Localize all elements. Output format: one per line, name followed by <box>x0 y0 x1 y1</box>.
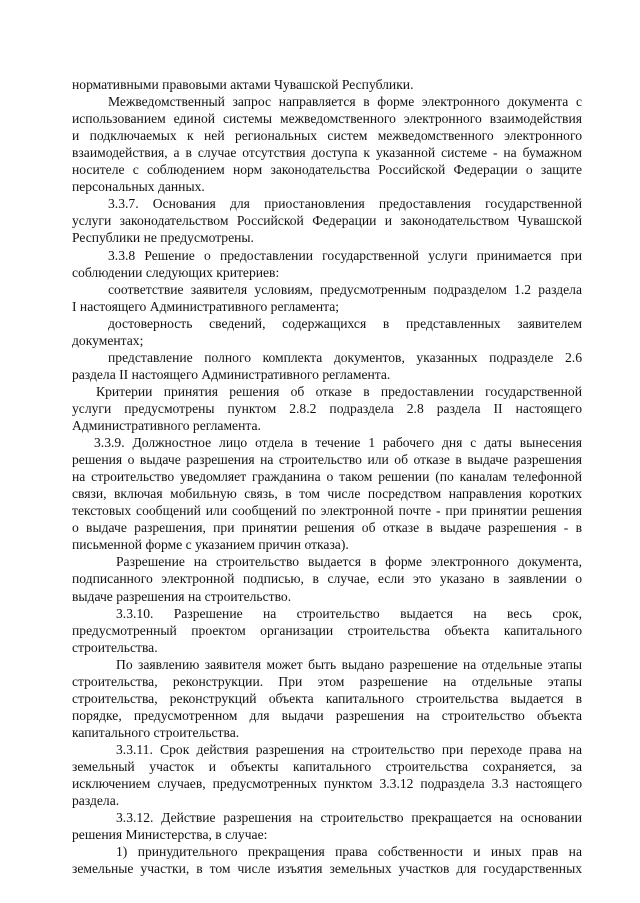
text-line: строительства. <box>72 639 158 655</box>
text-line: 1) принудительного прекращения права собственности и иных прав на <box>116 844 582 860</box>
text-line: порядке, предусмотренном для выдачи разрешения на строительство объекта <box>72 707 582 723</box>
text-line: 3.3.9. Должностное лицо отдела в течение 1 рабочего дня с даты вынесения <box>94 435 582 451</box>
text-line: Критерии принятия решения об отказе в предоставлении государственной <box>96 383 582 399</box>
text-line: о выдаче разрешения, при принятии решения об отказе в выдаче разрешения - в <box>72 520 582 536</box>
text-line: текстовых сообщений или сообщений по электронной почте - при принятии решения <box>72 503 582 519</box>
text-line: 3.3.8 Решение о предоставлении государственной услуги принимается при <box>108 247 582 263</box>
text-line: использованием единой системы межведомственного электронного взаимодействия <box>72 111 582 127</box>
text-line: соответствие заявителя условиям, предусмотренным подразделом 1.2 раздела <box>108 281 582 297</box>
text-line: I настоящего Административного регламента; <box>72 298 340 314</box>
text-line: Административного регламента. <box>72 418 261 433</box>
text-line: письменной форме с указанием причин отказа). <box>72 537 349 553</box>
text-line: решения Министерства, в случае: <box>72 827 268 843</box>
text-line: связи, включая мобильную связь, в том числе посредством направления коротких <box>72 486 582 502</box>
text-line: раздела. <box>72 793 120 809</box>
text-line: строительства, реконструкций объекта капитального строительства выдается в <box>72 690 582 706</box>
text-line: на строительство уведомляет гражданина о таком решении (по каналам телефонной <box>72 469 582 485</box>
text-line: Разрешение на строительство выдается в форме электронного документа, <box>116 554 582 570</box>
text-line: строительства, реконструкции. При этом разрешение на отдельные этапы <box>72 673 582 689</box>
text-line: персональных данных. <box>72 179 205 195</box>
text-line: 3.3.12. Действие разрешения на строительство прекращается на основании <box>116 810 582 826</box>
text-line: земельный участок и объекты капитального строительства сохраняется, за <box>72 759 582 774</box>
text-line: решения о выдаче разрешения на строительство или об отказе в выдаче разрешения <box>72 452 582 468</box>
text-line: нормативными правовыми актами Чувашской Республики. <box>72 77 414 92</box>
text-line: и подключаемых к ней региональных систем межведомственного электронного <box>72 128 582 144</box>
text-line: По заявлению заявителя может быть выдано разрешение на отдельные этапы <box>116 656 582 672</box>
text-line: услуги предусмотрены пунктом 2.8.2 подраздела 2.8 раздела II настоящего <box>72 400 582 416</box>
text-line: Межведомственный запрос направляется в форме электронного документа с <box>108 94 582 110</box>
text-line: исключением случаев, предусмотренных пунктом 3.3.12 подраздела 3.3 настоящего <box>72 776 582 792</box>
text-line: выдаче разрешения на строительство. <box>72 588 292 604</box>
text-line: соблюдении следующих критериев: <box>72 264 280 280</box>
text-line: документах; <box>72 332 144 348</box>
text-line: представление полного комплекта документов, указанных подразделе 2.6 <box>108 349 582 365</box>
text-line: услуги законодательством Российской Федерации и законодательством Чувашской <box>72 213 582 229</box>
text-line: предусмотренный проектом организации строительства объекта капитального <box>72 622 582 638</box>
text-line: подписанного электронной подписью, в случае, если это указано в заявлении о <box>72 571 582 587</box>
text-line: 3.3.11. Срок действия разрешения на строительство при переходе права на <box>116 741 582 757</box>
text-line: носителе с соблюдением норм законодательства Российской Федерации о защите <box>72 162 582 178</box>
text-line: Республики не предусмотрены. <box>72 230 254 246</box>
text-line: раздела II настоящего Административного регламента. <box>72 366 391 382</box>
text-line: достоверность сведений, содержащихся в представленных заявителем <box>108 315 582 331</box>
text-line: земельные участки, в том числе изъятия земельных участков для государственных <box>72 861 582 877</box>
text-line: 3.3.10. Разрешение на строительство выдается на весь срок, <box>116 605 582 621</box>
text-line: взаимодействия, а в случае отсутствия доступа к указанной системе - на бумажном <box>72 145 582 161</box>
text-line: капитального строительства. <box>72 724 240 740</box>
text-line: 3.3.7. Основания для приостановления предоставления государственной <box>108 196 582 212</box>
